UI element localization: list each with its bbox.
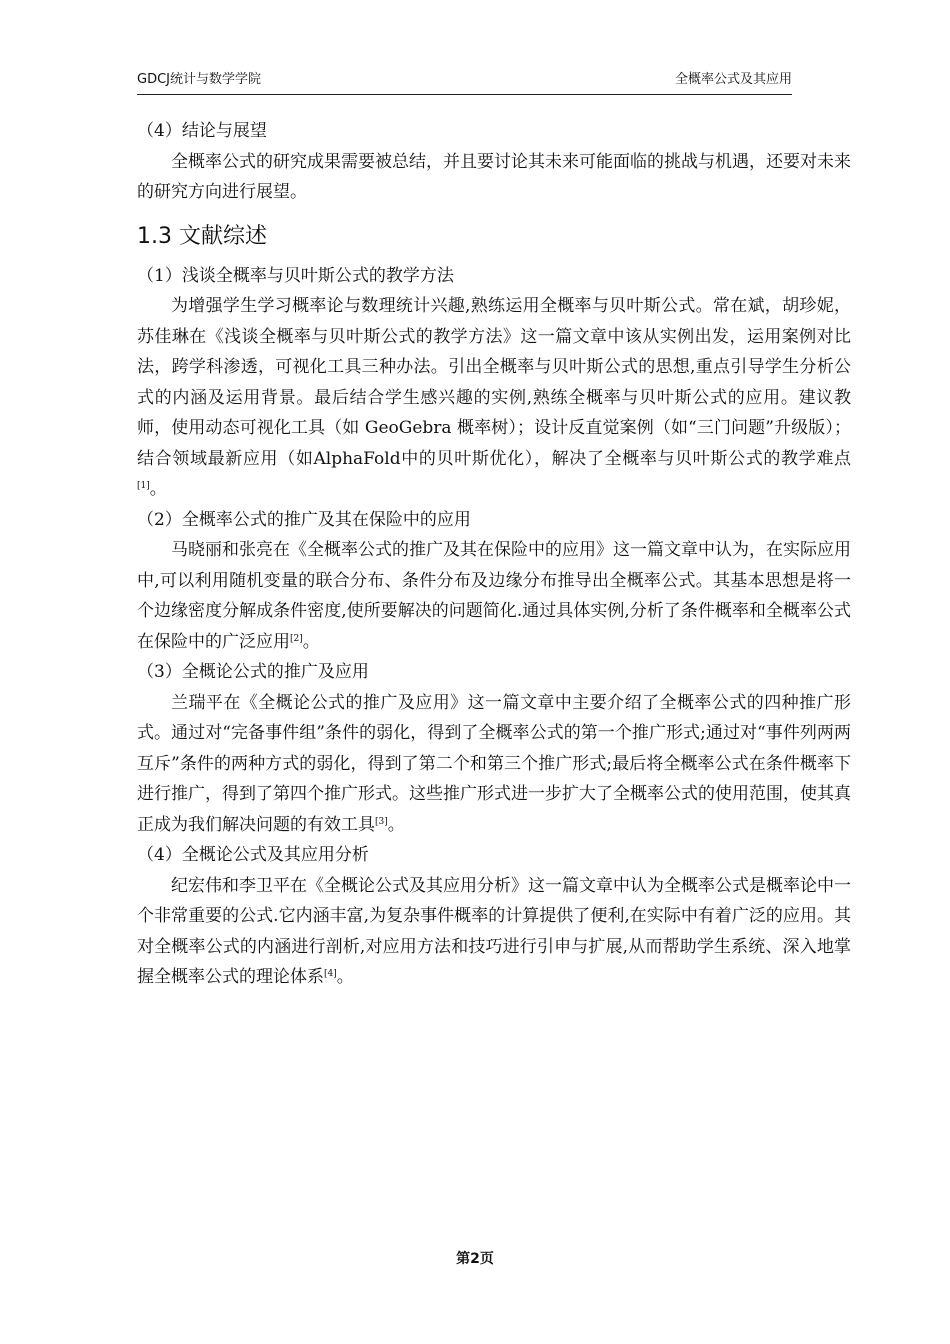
page-body (137, 116, 851, 993)
section-heading: 1.3 文献综述 (137, 223, 267, 249)
header-institution: GDCJ统计与数学学院 (137, 72, 261, 87)
review-1-text: 为增强学生学习概率论与数理统计兴趣,熟练运用全概率与贝叶斯公式。常在斌，胡珍妮，苏佳琳在《浅谈全概率与贝叶斯公式的教学方法》这一篇文章中该从实例出发，运用案例对比法，跨学科渗透，可视化工具三种办法。引出全概率与贝叶斯公式的思想,重点引导学生分析公式的内涵及运用背景。最后结合学生感兴趣的实例,熟练全概率与贝叶斯公式的应用。建议教师，使用动态可视化工具（如 GeoGebra 概率树）；设计反直觉案例（如“三门问题”升级版）；结合领域最新应用（如AlphaFold中的贝叶斯优化），解决了全概率与贝叶斯公式的教学难点 (137, 296, 851, 469)
citation-2[interactable]: [2] (290, 633, 303, 644)
citation-3[interactable]: [3] (375, 816, 388, 827)
header-divider (137, 94, 792, 95)
review-4-text: 纪宏伟和李卫平在《全概论公式及其应用分析》这一篇文章中认为全概率公式是概率论中一个非常重要的公式.它内涵丰富,为复杂事件概率的计算提供了便利,在实际中有着广泛的应用。其对全概率公式的内涵进行剖析,对应用方法和技巧进行引申与扩展,从而帮助学生系统、深入地掌握全概率公式的理论体系 (137, 875, 851, 987)
page-header (137, 68, 792, 88)
review-3-end: 。 (387, 814, 405, 835)
citation-4[interactable]: [4] (324, 969, 337, 979)
review-1-end: 。 (149, 479, 167, 499)
review-2-paragraph (137, 535, 851, 657)
intro-paragraph: 全概率公式的研究成果需要被总结，并且要讨论其未来可能面临的挑战与机遇，还要对未来的研究方向进行展望。 (137, 151, 851, 202)
review-4-paragraph (137, 871, 851, 993)
review-2-end: 。 (302, 631, 320, 652)
header-document-title: 全概率公式及其应用 (674, 72, 792, 87)
review-1-title: （1）浅谈全概率与贝叶斯公式的教学方法 (137, 265, 454, 286)
review-2-title: （2）全概率公式的推广及其在保险中的应用 (137, 509, 471, 530)
intro-subsection-title: （4）结论与展望 (137, 121, 267, 141)
review-1-paragraph (137, 291, 851, 505)
page-number: 第2页 (456, 1251, 494, 1267)
review-4-title: （4）全概论公式及其应用分析 (137, 845, 369, 865)
review-3-title: （3）全概论公式的推广及应用 (137, 662, 369, 682)
review-4-end: 。 (336, 967, 354, 987)
citation-1[interactable]: [1] (137, 481, 150, 491)
review-3-paragraph (137, 688, 851, 841)
review-3-text: 兰瑞平在《全概论公式的推广及应用》这一篇文章中主要介绍了全概率公式的四种推广形式。通过对“完备事件组”条件的弱化，得到了全概率公式的第一个推广形式;通过对“事件列两两互斥”条件的两种方式的弱化，得到了第二个和第三个推广形式;最后将全概率公式在条件概率下进行推广，得到了第四个推广形式。这些推广形式进一步扩大了全概率公式的使用范围，使其真正成为我们解决问题的有效工具 (137, 692, 851, 835)
review-2-text: 马晓丽和张亮在《全概率公式的推广及其在保险中的应用》这一篇文章中认为，在实际应用中,可以利用随机变量的联合分布、条件分布及边缘分布推导出全概率公式。其基本思想是将一个边缘密度分解成条件密度,使所要解决的问题简化.通过具体实例,分析了条件概率和全概率公式在保险中的广泛应用 (137, 540, 851, 652)
